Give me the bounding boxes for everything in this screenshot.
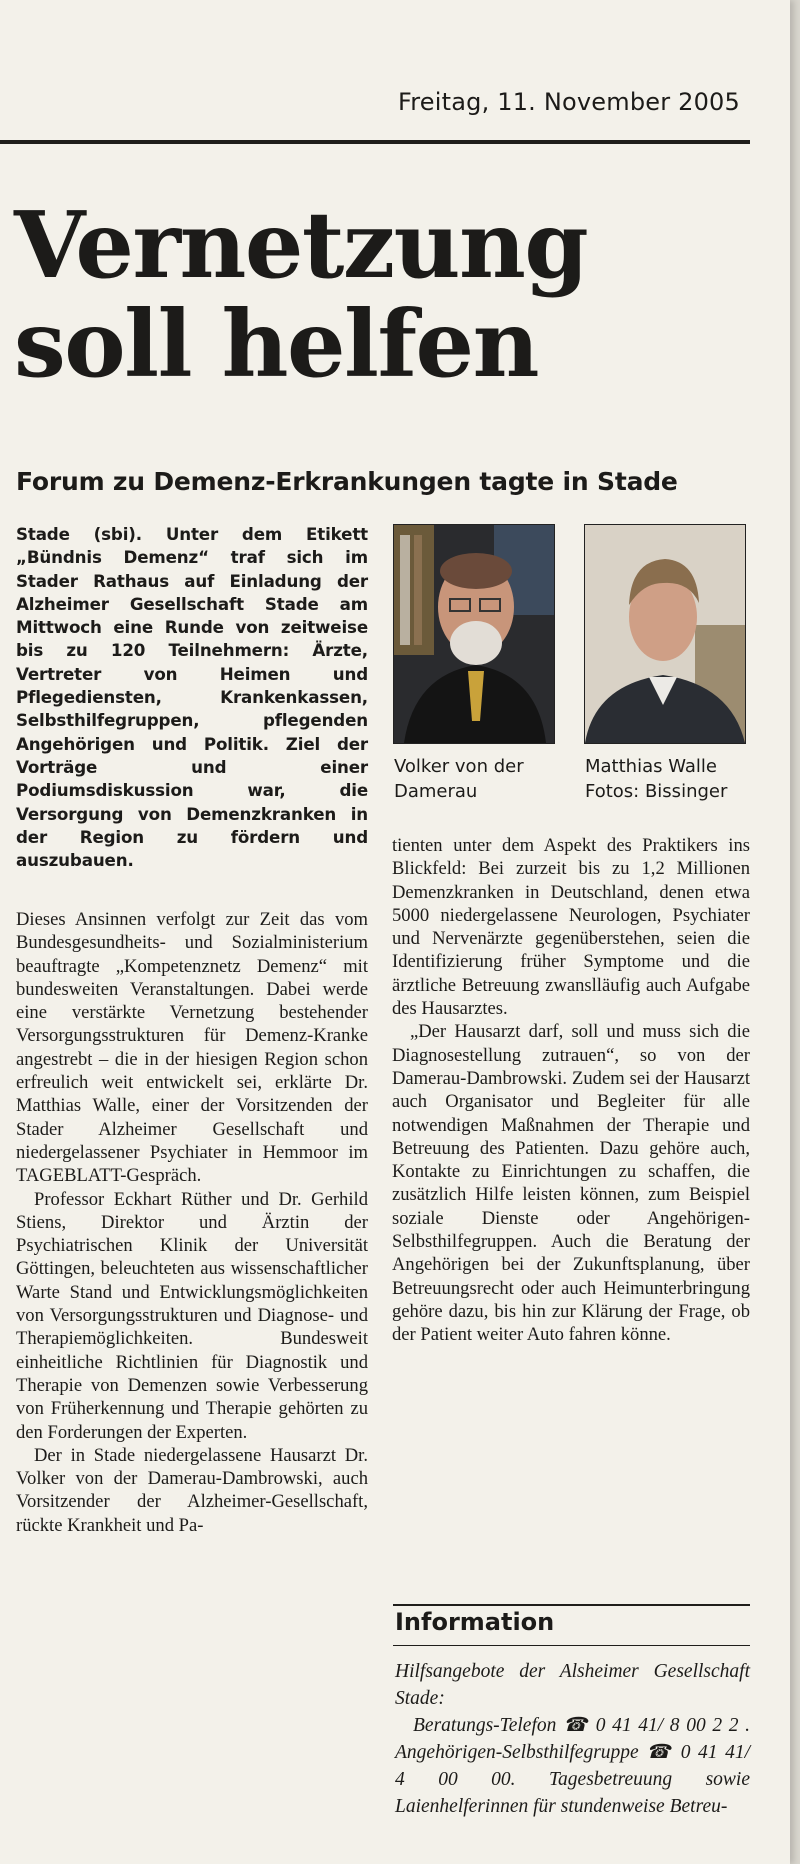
info-box-top-rule <box>393 1604 750 1606</box>
headline-line-2: soll helfen <box>14 290 538 399</box>
photo-caption-1 <box>394 754 524 804</box>
article-column-1 <box>16 908 368 1537</box>
caption-line: Damerau <box>394 781 478 802</box>
issue-date: Freitag, 11. November 2005 <box>398 88 740 116</box>
photo-matthias-walle <box>584 524 746 744</box>
article-intro <box>16 523 368 872</box>
portrait-image <box>394 525 554 743</box>
column1-paragraph-2: Professor Eckhart Rüther und Dr. Gerhild Stiens, Direktor und Ärztin der Psychiatrischen Klinik der Universität Göttingen, beleuchteten aus wissenschaftlicher Warte Stand und Entwicklungsmöglichkeiten von Versorgungsstrukturen und Diagnose- und Therapiemöglichkeiten. Bundesweit einheitliche Richtlinien für Diagnostik und Therapie von Demenzen sowie Verbesserung von Früherkennung und Therapie gehörten zu den Forderungen der Experten. <box>16 1188 368 1443</box>
intro-paragraph: Stade (sbi). Unter dem Etikett „Bündnis Demenz“ traf sich im Stader Rathaus auf Einladung der Alzheimer Gesellschaft Stade am Mittwoch eine Runde von zeitweise bis zu 120 Teilnehmern: Ärzte, Vertreter von Heimen und Pflegediensten, Krankenkassen, Selbsthilfegruppen, pflegenden Angehörigen und Politik. Ziel der Vorträge und einer Podiumsdiskussion war, die Versorgung von Demenzkranken in der Region zu fördern und auszubauen. <box>16 524 368 871</box>
header-rule <box>0 140 750 144</box>
caption-line: Matthias Walle <box>585 756 717 777</box>
info-body: Beratungs-Telefon ☎ 0 41 41/ 8 00 2 2 . Angehörigen-Selbsthilfegruppe ☎ 0 41 41/ 4 00 00. Tagesbetreuung sowie Laienhelferinnen für stundenweise Betreu- <box>395 1715 750 1817</box>
photo-caption-2 <box>585 754 727 804</box>
column2-paragraph-1: tienten unter dem Aspekt des Praktikers ins Blickfeld: Bei zurzeit bis zu 1,2 Millionen Demenzkranken in Deutschland, denen etwa 5000 niedergelassene Neurologen, Psychiater und Nervenärzte gegenüberstehen, seien die Identifizierung früher Symptome und die ärztliche Betreuung zwanslläufig auch Aufgabe des Hausarztes. <box>392 835 750 1020</box>
portrait-image <box>585 525 745 743</box>
column1-paragraph-3: Der in Stade niedergelassene Hausarzt Dr. Volker von der Damerau-Dambrowski, auch Vorsitzender der Alzheimer-Gesellschaft, rückte Krankheit und Pa- <box>16 1444 368 1536</box>
headline <box>14 191 754 399</box>
caption-line: Volker von der <box>394 756 524 777</box>
column2-paragraph-2: „Der Hausarzt darf, soll und muss sich die Diagnosestellung zutrauen“, so von der Damerau-Dambrowski. Zudem sei der Hausarzt auch Organisator und Begleiter für alle notwendigen Maßnahmen der Therapie und Betreuung des Patienten. Dazu gehöre auch, Kontakte zu Einrichtungen zu schaffen, die zusätzlich Hilfe leisten können, zum Beispiel soziale Dienste oder Angehörigen-Selbsthilfegruppen. Auch die Beratung der Angehörigen bei der Zukunftsplanung, über Betreuungsrecht oder auch Heimunterbringung gehöre dazu, bis hin zur Klärung der Frage, ob der Patient weiter Auto fahren könne. <box>392 1021 750 1346</box>
info-box <box>395 1658 750 1820</box>
subheadline: Forum zu Demenz-Erkrankungen tagte in Stade <box>16 467 678 496</box>
info-box-rule <box>393 1645 750 1646</box>
headline-line-1: Vernetzung <box>14 191 588 299</box>
caption-line: Fotos: Bissinger <box>585 781 728 802</box>
info-box-title: Information <box>395 1608 555 1636</box>
column1-paragraph-1: Dieses Ansinnen verfolgt zur Zeit das vom Bundesgesundheits- und Sozialministerium beauftragte „Kompetenznetz Demenz“ mit bundesweiten Veranstaltungen. Dabei werde eine verstärkte Vernetzung bestehender Versorgungsstrukturen für Demenz-Kranke angestrebt – die in der hiesigen Region schon erfreulich weit entwickelt sei, erklärte Dr. Matthias Walle, einer der Vorsitzenden der Stader Alzheimer Gesellschaft und niedergelassener Psychiater in Hemmoor im TAGEBLATT-Gespräch. <box>16 909 368 1187</box>
article-column-2 <box>392 834 750 1347</box>
info-lead: Hilfsangebote der Alsheimer Gesellschaft Stade: <box>395 1661 750 1709</box>
photo-volker-von-der-damerau <box>393 524 555 744</box>
